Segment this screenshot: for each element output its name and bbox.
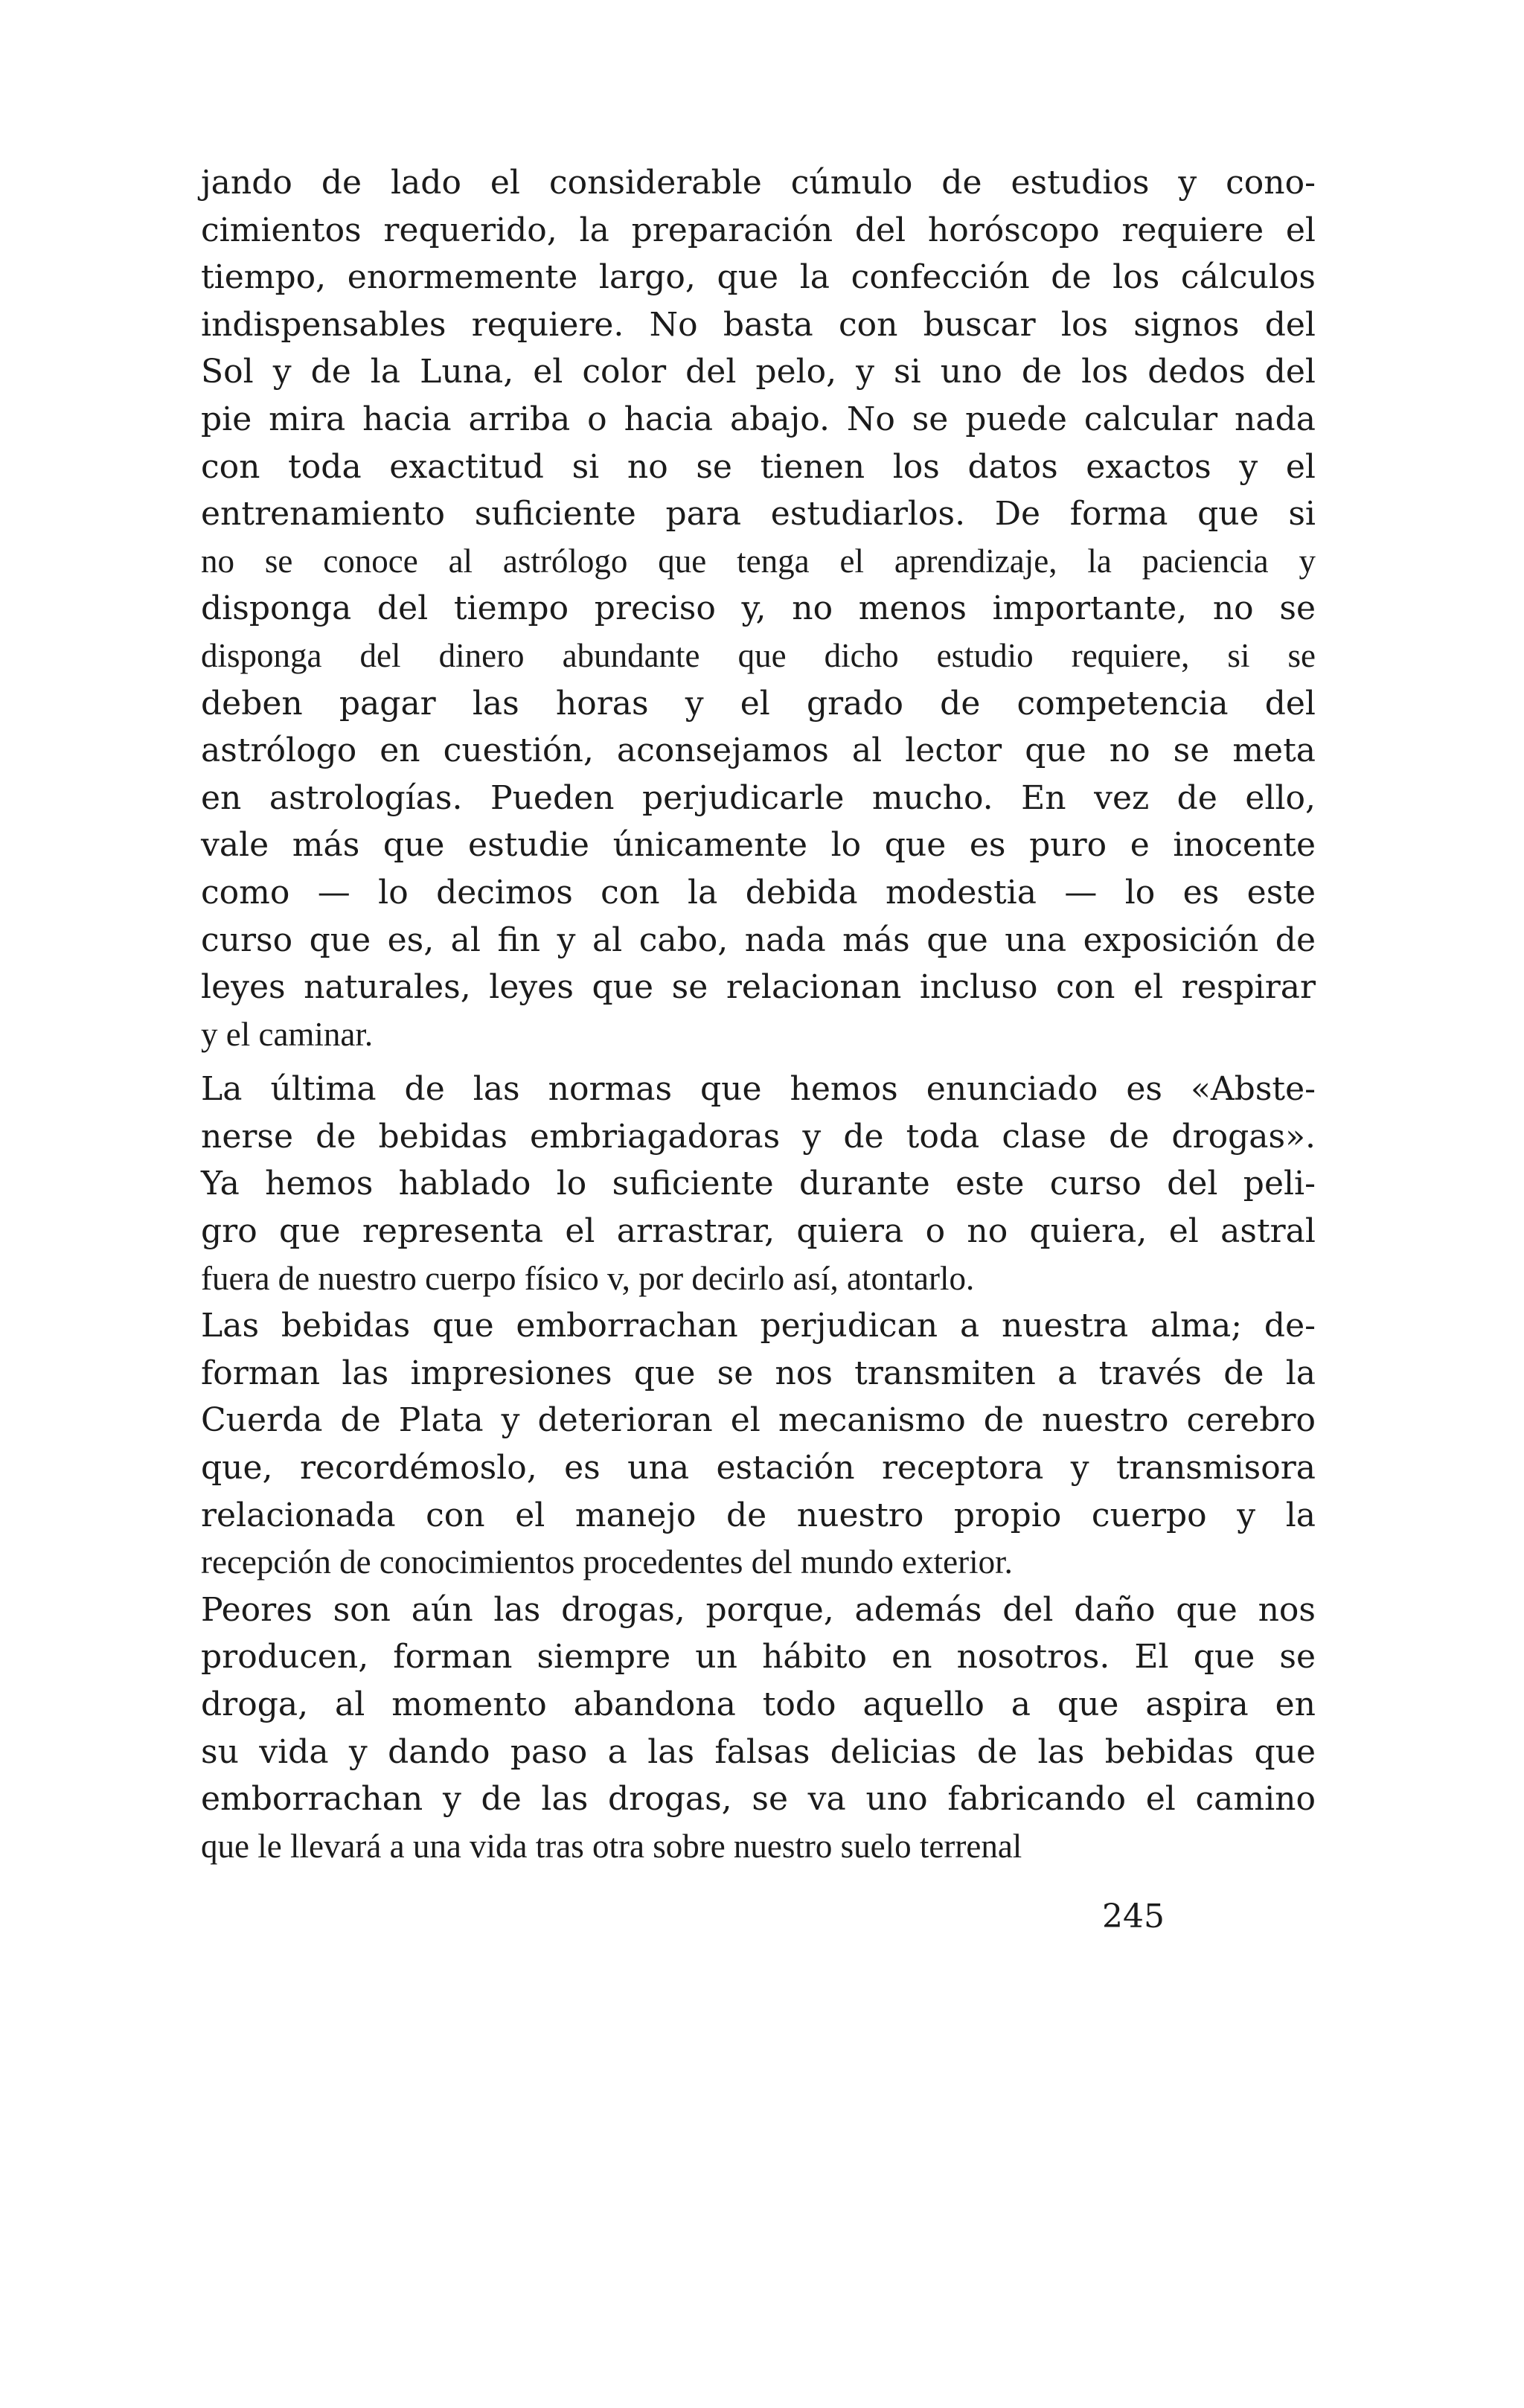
paragraph (201, 1302, 1316, 1586)
text-line: su vida y dando paso a las falsas delicias de las bebidas que (201, 1732, 1316, 1771)
text-line: Sol y de la Luna, el color del pelo, y si uno de los dedos del (201, 353, 1316, 391)
text-line: leyes naturales, leyes que se relacionan incluso con el respirar (201, 968, 1316, 1007)
text-line: emborrachan y de las drogas, se va uno fabricando el camino (201, 1780, 1316, 1819)
text-line: La última de las normas que hemos enunciado es «Abste- (201, 1070, 1316, 1109)
text-line: en astrologías. Pueden perjudicarle mucho. En vez de ello, (201, 778, 1316, 817)
text-line: no se conoce al astrólogo que tenga el aprendizaje, la paciencia y (201, 542, 1316, 580)
text-line: Cuerda de Plata y deterioran el mecanismo de nuestro cerebro (201, 1401, 1316, 1440)
text-line: Peores son aún las drogas, porque, además del daño que nos (201, 1590, 1316, 1629)
text-line: Ya hemos hablado lo suficiente durante este curso del peli- (201, 1165, 1316, 1203)
text-line: como — lo decimos con la debida modestia — lo es este (201, 873, 1316, 912)
text-line: producen, forman siempre un hábito en nosotros. El que se (201, 1638, 1316, 1677)
text-line: indispensables requiere. No basta con buscar los signos del (201, 305, 1316, 344)
paragraph (201, 1586, 1316, 1871)
text-line: jando de lado el considerable cúmulo de estudios y cono- (201, 164, 1316, 202)
text-line: gro que representa el arrastrar, quiera o no quiera, el astral (201, 1212, 1316, 1251)
body-text (201, 159, 1316, 1870)
text-line: recepción de conocimientos procedentes del mundo exterior. (201, 1543, 1013, 1581)
text-line: con toda exactitud si no se tienen los datos exactos y el (201, 447, 1316, 486)
text-line: vale más que estudie únicamente lo que es puro e inocente (201, 826, 1316, 865)
paragraph-spacer (201, 1058, 1316, 1066)
page-number: 245 (1102, 1898, 1165, 1935)
text-line: deben pagar las horas y el grado de competencia del (201, 684, 1316, 723)
text-line: disponga del dinero abundante que dicho estudio requiere, si se (201, 636, 1316, 674)
paragraph (201, 159, 1316, 1058)
text-line: cimientos requerido, la preparación del horóscopo requiere el (201, 211, 1316, 249)
text-line: Las bebidas que emborrachan perjudican a nuestra alma; de- (201, 1307, 1316, 1345)
text-line: fuera de nuestro cuerpo físico v, por decirlo así, atontarlo. (201, 1259, 975, 1297)
paragraph (201, 1066, 1316, 1302)
text-line: que le llevará a una vida tras otra sobre nuestro suelo terrenal (201, 1827, 1022, 1865)
text-line: relacionada con el manejo de nuestro propio cuerpo y la (201, 1496, 1316, 1534)
text-line: entrenamiento suficiente para estudiarlos. De forma que si (201, 495, 1316, 534)
text-line: disponga del tiempo preciso y, no menos importante, no se (201, 589, 1316, 628)
text-line: droga, al momento abandona todo aquello a que aspira en (201, 1685, 1316, 1723)
text-line: que, recordémoslo, es una estación receptora y transmisora (201, 1449, 1316, 1488)
text-line: curso que es, al fin y al cabo, nada más que una exposición de (201, 920, 1316, 959)
text-line: pie mira hacia arriba o hacia abajo. No se puede calcular nada (201, 400, 1316, 438)
text-line: tiempo, enormemente largo, que la confección de los cálculos (201, 258, 1316, 297)
text-line: nerse de bebidas embriagadoras y de toda clase de drogas». (201, 1117, 1316, 1156)
text-line: forman las impresiones que se nos transmiten a través de la (201, 1354, 1316, 1392)
text-line: astrólogo en cuestión, aconsejamos al lector que no se meta (201, 731, 1316, 770)
text-line: y el caminar. (201, 1015, 374, 1053)
